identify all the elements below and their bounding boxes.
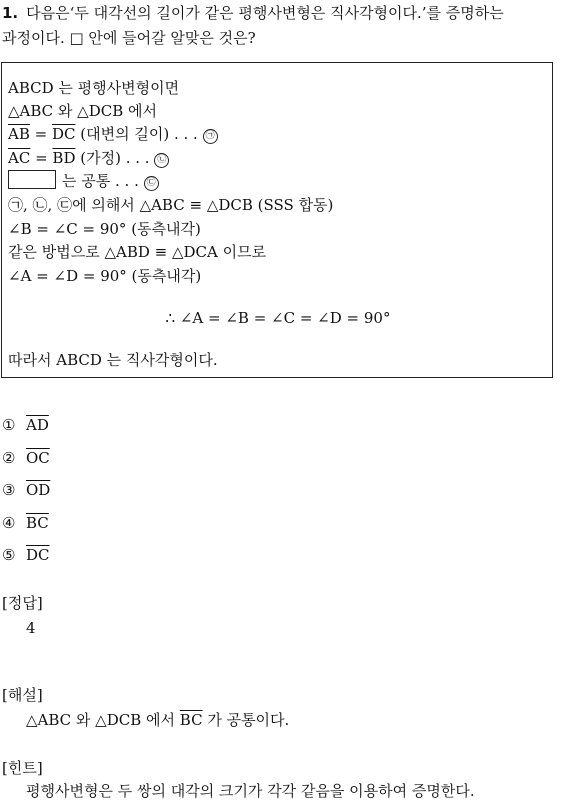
choice-number: ② <box>2 449 16 467</box>
proof-conclusion: ∴ ∠A = ∠B = ∠C = ∠D = 90° <box>165 309 391 327</box>
proof-line-6: ㉠, ㉡, ㉢에 의해서 △ABC ≡ △DCB (SSS 합동) <box>8 196 334 214</box>
hint-heading: [힌트] <box>2 759 43 777</box>
explanation-pre: △ABC 와 △DCB 에서 <box>26 711 180 729</box>
proof-box <box>1 62 553 378</box>
choice-label: $\overline{DC}$ <box>26 546 50 564</box>
proof-line-7: ∠B = ∠C = 90° (동측내각) <box>8 220 201 238</box>
choice-number: ④ <box>2 514 16 532</box>
choice-3[interactable] <box>2 481 50 499</box>
equals-sign: = <box>30 149 53 167</box>
proof-line-3 <box>8 123 218 144</box>
explanation-text <box>26 709 289 730</box>
choice-5[interactable] <box>2 546 50 564</box>
choice-number: ⑤ <box>2 546 16 564</box>
question-text-1: 다음은‘두 대각선의 길이가 같은 평행사변형은 직사각형이다.’를 증명하는 <box>26 4 504 22</box>
circled-ga-icon: ㉠ <box>203 129 218 144</box>
choice-2[interactable] <box>2 449 50 467</box>
circled-na-icon: ㉡ <box>154 153 169 168</box>
proof-reason-2: (가정) . . . <box>75 149 150 167</box>
choice-label: $\overline{BC}$ <box>26 514 49 532</box>
choice-number: ③ <box>2 481 16 499</box>
choice-1[interactable] <box>2 416 49 434</box>
proof-line-5 <box>8 170 159 191</box>
proof-line-2: △ABC 와 △DCB 에서 <box>8 102 157 120</box>
proof-reason-1: (대변의 길이) . . . <box>75 125 198 143</box>
segment-bd: $\overline{BD}$ <box>52 149 76 167</box>
answer-blank-box <box>8 170 56 189</box>
explanation-post: 가 공통이다. <box>202 711 290 729</box>
hint-text: 평행사변형은 두 쌍의 대각의 크기가 각각 같음을 이용하여 증명한다. <box>26 782 475 800</box>
equals-sign: = <box>29 125 52 143</box>
choice-label: $\overline{AD}$ <box>26 416 49 434</box>
proof-line-1: ABCD 는 평행사변형이면 <box>8 79 180 97</box>
proof-line-4 <box>8 147 169 168</box>
choice-label: $\overline{OC}$ <box>26 449 50 467</box>
answer-heading: [정답] <box>2 594 43 612</box>
question-line-1 <box>2 2 504 23</box>
question-line-2: 과정이다. □ 안에 들어갈 알맞은 것은? <box>2 29 256 47</box>
choice-4[interactable] <box>2 514 49 532</box>
answer-value: 4 <box>26 619 36 637</box>
segment-ab: $\overline{AB}$ <box>8 125 30 143</box>
proof-line-9: ∠A = ∠D = 90° (동측내각) <box>8 267 202 285</box>
explanation-heading: [해설] <box>2 686 43 704</box>
segment-ac: $\overline{AC}$ <box>8 149 31 167</box>
proof-line-8: 같은 방법으로 △ABD ≡ △DCA 이므로 <box>8 243 267 261</box>
choice-number: ① <box>2 416 16 434</box>
circled-da-icon: ㉢ <box>144 176 159 191</box>
segment-dc: $\overline{DC}$ <box>51 125 76 143</box>
proof-line-11: 따라서 ABCD 는 직사각형이다. <box>8 351 218 369</box>
segment-bc: $\overline{BC}$ <box>179 711 203 729</box>
question-number: 1. <box>2 4 19 22</box>
choice-label: $\overline{OD}$ <box>26 481 51 499</box>
proof-common-text: 는 공통 . . . <box>62 172 139 190</box>
